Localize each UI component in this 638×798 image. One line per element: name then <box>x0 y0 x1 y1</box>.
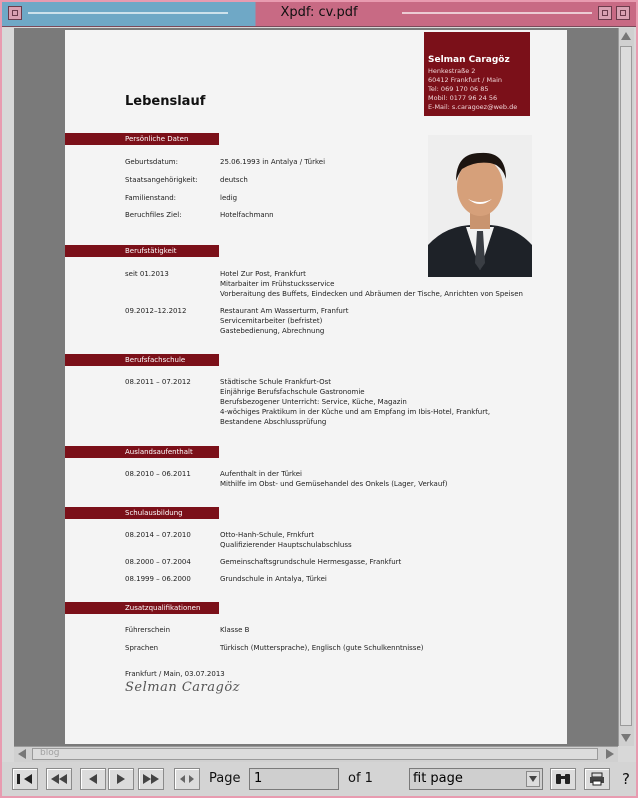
row-value: deutsch <box>220 176 248 184</box>
row-value-line: Städtische Schule Frankfurt-Ost <box>220 378 332 386</box>
last-page-button[interactable] <box>138 768 164 790</box>
section-heading: Persönliche Daten <box>65 133 219 145</box>
row-value: Hotelfachmann <box>220 211 274 219</box>
portrait-photo-drawing <box>428 135 532 277</box>
print-button[interactable] <box>584 768 610 790</box>
scroll-up-arrow-icon[interactable] <box>621 32 631 40</box>
row-value: Grundschule in Antalya, Türkei <box>220 575 327 583</box>
row-key: Beruchfiles Ziel: <box>125 211 182 219</box>
row-value-line: Hotel Zur Post, Frankfurt <box>220 270 306 278</box>
panel-toggle-icon <box>16 772 34 786</box>
zoom-dropdown-icon[interactable] <box>526 771 540 787</box>
zoom-select[interactable] <box>409 768 543 790</box>
row-value: Klasse B <box>220 626 250 634</box>
help-button[interactable]: ? <box>622 770 630 788</box>
row-key: Geburtsdatum: <box>125 158 178 166</box>
row-value: Türkisch (Muttersprache), Englisch (gute Schulkenntnisse) <box>220 644 424 652</box>
find-button[interactable] <box>550 768 576 790</box>
row-value-line: Servicemitarbeiter (befristet) <box>220 317 323 325</box>
double-right-icon <box>141 772 161 786</box>
contact-header-box <box>424 32 530 116</box>
document-title: Lebenslauf <box>125 94 206 109</box>
row-key: Sprachen <box>125 644 159 652</box>
row-value-line: Mithilfe im Obst- und Gemüsehandel des Onkels (Lager, Verkauf) <box>220 480 448 488</box>
toggle-outline-button[interactable] <box>12 768 38 790</box>
pdf-page <box>65 30 567 744</box>
row-value <box>220 269 523 299</box>
header-email: E-Mail: s.caragoez@web.de <box>428 103 518 111</box>
previous-page-button[interactable] <box>80 768 106 790</box>
double-left-icon <box>49 772 69 786</box>
row-value <box>220 377 490 427</box>
row-value-line: Gastebedienung, Abrechnung <box>220 327 325 335</box>
document-viewport[interactable] <box>14 28 618 746</box>
row-value: Gemeinschaftsgrundschule Hermesgasse, Frankfurt <box>220 558 402 566</box>
row-key: 08.2000 – 07.2004 <box>125 558 191 566</box>
page-label: Page <box>209 771 241 786</box>
row-key: 08.2014 – 07.2010 <box>125 531 191 539</box>
section-heading: Berufstätigkeit <box>65 245 219 257</box>
horizontal-scroll-thumb[interactable] <box>32 748 598 760</box>
row-key: 08.2010 – 06.2011 <box>125 470 191 478</box>
signature: Selman Caragöz <box>125 680 240 695</box>
row-key: Führerschein <box>125 626 171 634</box>
history-arrows-icon <box>177 772 197 786</box>
chevron-left-icon <box>86 772 100 786</box>
header-address-street: Henkestraße 2 <box>428 67 476 75</box>
maximize-button[interactable] <box>616 6 630 20</box>
window-title: Xpdf: cv.pdf <box>2 5 636 20</box>
first-page-button[interactable] <box>46 768 72 790</box>
scroll-left-arrow-icon[interactable] <box>18 749 26 759</box>
header-address-city: 60412 Frankfurt / Main <box>428 76 503 84</box>
page-count-label: of 1 <box>348 771 373 786</box>
row-value-line: Otto-Hanh-Schule, Frnkfurt <box>220 531 315 539</box>
section-heading: Zusatzqualifikationen <box>65 602 219 614</box>
row-value: ledig <box>220 194 238 202</box>
row-value <box>220 530 352 550</box>
row-value-line: Qualifizierender Hauptschulabschluss <box>220 541 352 549</box>
vertical-scroll-thumb[interactable] <box>620 46 632 726</box>
row-value-line: Aufenthalt in der Türkei <box>220 470 302 478</box>
section-heading: Berufsfachschule <box>65 354 219 366</box>
header-mobile: Mobil: 0177 96 24 56 <box>428 94 498 102</box>
history-back-forward-button[interactable] <box>174 768 200 790</box>
place-date: Frankfurt / Main, 03.07.2013 <box>125 670 225 678</box>
scrollbar-ghost-text: blog <box>40 748 60 758</box>
vertical-scrollbar[interactable] <box>618 28 634 746</box>
header-name: Selman Caragöz <box>428 55 510 65</box>
section-heading: Auslandsaufenthalt <box>65 446 219 458</box>
row-value-line: Restaurant Am Wasserturm, Franfurt <box>220 307 349 315</box>
header-phone: Tel: 069 170 06 85 <box>428 85 489 93</box>
row-key: Familienstand: <box>125 194 176 202</box>
portrait-photo <box>428 135 532 277</box>
section-heading: Schulausbildung <box>65 507 219 519</box>
row-value-line: Mitarbaiter im Frühstucksservice <box>220 280 335 288</box>
row-key: Staatsangehörigkeit: <box>125 176 198 184</box>
row-key: 09.2012–12.2012 <box>125 307 187 315</box>
printer-icon <box>588 772 606 786</box>
row-key: seit 01.2013 <box>125 270 169 278</box>
scroll-down-arrow-icon[interactable] <box>621 734 631 742</box>
row-key: 08.2011 – 07.2012 <box>125 378 191 386</box>
next-page-button[interactable] <box>108 768 134 790</box>
row-value: 25.06.1993 in Antalya / Türkei <box>220 158 326 166</box>
zoom-value: fit page <box>413 771 463 786</box>
row-value-line: Berufsbezogener Unterricht: Service, Küche, Magazin <box>220 398 407 406</box>
xpdf-toolbar <box>2 762 636 796</box>
row-value <box>220 306 348 336</box>
row-value-line: 4-wöchiges Praktikum in der Küche und am Empfang im Ibis-Hotel, Frankfurt, <box>220 408 491 416</box>
chevron-right-icon <box>114 772 128 786</box>
title-bar[interactable] <box>2 2 636 27</box>
horizontal-scrollbar[interactable] <box>14 746 618 762</box>
scroll-right-arrow-icon[interactable] <box>606 749 614 759</box>
binoculars-icon <box>554 772 572 786</box>
row-key: 08.1999 – 06.2000 <box>125 575 191 583</box>
row-value-line: Vorberaitung des Buffets, Eindecken und Abräumen der Tische, Anrichten von Speisen <box>220 290 523 298</box>
row-value-line: Bestandene Abschlussprüfung <box>220 418 327 426</box>
page-number-input[interactable]: 1 <box>249 768 339 790</box>
row-value <box>220 469 447 489</box>
row-value-line: Einjährige Berufsfachschule Gastronomie <box>220 388 365 396</box>
minimize-button[interactable] <box>598 6 612 20</box>
